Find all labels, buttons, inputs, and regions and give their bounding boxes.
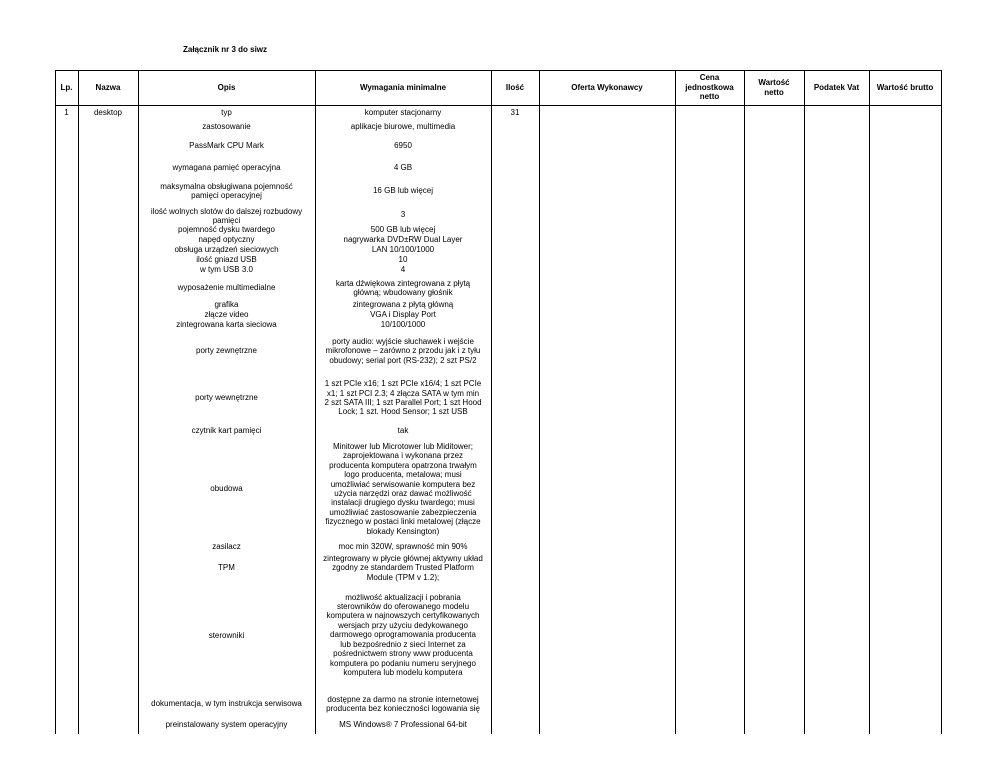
header-ilosc: Ilość xyxy=(505,82,525,92)
column-divider xyxy=(869,70,870,734)
spec-wymagania: 16 GB lub więcej xyxy=(372,186,434,196)
spec-opis: czytnik kart pamięci xyxy=(191,426,262,436)
spec-opis: PassMark CPU Mark xyxy=(189,141,264,151)
column-divider xyxy=(539,70,540,734)
spec-opis: maksymalna obsługiwana pojemność pamięci operacyjnej xyxy=(160,181,293,200)
column-divider xyxy=(491,70,492,734)
spec-opis: TPM xyxy=(218,563,235,573)
spec-wymagania: MS Windows® 7 Professional 64-bit xyxy=(339,720,467,730)
spec-wymagania: karta dźwiękowa zintegrowana z płytą główną; wbudowany głośnik xyxy=(335,278,471,297)
spec-wymagania: porty audio: wyjście słuchawek i wejście mikrofonowe – zarówno z przodu jak i z tyłu obudowy; serial port (RS-232); 2 szt PS/2 xyxy=(325,336,481,365)
spec-wymagania: LAN 10/100/1000 xyxy=(371,245,435,255)
header-opis: Opis xyxy=(217,82,236,92)
spec-opis: ilość gniazd USB xyxy=(196,255,257,265)
header-wymagania: Wymagania minimalne xyxy=(359,82,447,92)
spec-wymagania: moc min 320W, sprawność min 90% xyxy=(338,542,468,552)
spec-wymagania: 10 xyxy=(398,255,408,265)
spec-opis: obsługa urządzeń sieciowych xyxy=(174,245,279,255)
spec-wymagania: 6950 xyxy=(394,141,412,151)
column-divider xyxy=(78,70,79,734)
spec-opis: zasilacz xyxy=(212,542,241,552)
spec-opis: sterowniki xyxy=(208,631,245,641)
spec-wymagania: aplikacje biurowe, multimedia xyxy=(350,122,456,132)
item-ilosc: 31 xyxy=(510,108,520,118)
spec-wymagania: możliwość aktualizacji i pobrania sterowników do oferowanego modelu komputera w najnowszych certyfikowanych wersjach przy użyciu dedykowanego darmowego oprogramowania producenta lub bezpośrednio z sieci Internet za pośrednictwem strony www producenta komputera po podaniu numeru seryjnego komputera lub modelu komputera xyxy=(326,592,480,677)
column-divider xyxy=(941,70,942,734)
spec-opis: zastosowanie xyxy=(202,122,251,132)
item-nazwa: desktop xyxy=(93,108,123,118)
spec-opis: grafika xyxy=(214,300,239,310)
header-wartosc-netto: Wartość netto xyxy=(758,78,790,97)
spec-opis: typ xyxy=(221,108,232,118)
header-wartosc-brutto: Wartość brutto xyxy=(876,82,934,92)
spec-wymagania: nagrywarka DVD±RW Dual Layer xyxy=(343,235,463,245)
header-nazwa: Nazwa xyxy=(95,82,121,92)
spec-wymagania: 500 GB lub więcej xyxy=(370,225,436,235)
spec-opis: wymagana pamięć operacyjna xyxy=(172,163,281,173)
header-podatek-vat: Podatek Vat xyxy=(813,82,860,92)
spec-wymagania: Minitower lub Microtower lub Miditower; zaprojektowana i wykonana przez producenta komputera opatrzona trwałym logo producenta, metalowa; musi umożliwiać serwisowanie komputera bez użycia narzędzi oraz dawać możliwość instalacji drugiego dysku twardego; musi umożliwiać zastosowanie zabezpieczenia fizycznego w postaci linki metalowej (złącze blokady Kensington) xyxy=(325,441,481,536)
header-lp: Lp. xyxy=(60,82,73,92)
spec-opis: ilość wolnych slotów do dalszej rozbudowy pamięci xyxy=(150,206,303,225)
spec-wymagania: 3 xyxy=(400,210,406,220)
spec-opis: preinstalowany system operacyjny xyxy=(165,720,288,730)
spec-wymagania: 4 GB xyxy=(393,163,413,173)
column-divider xyxy=(744,70,745,734)
spec-opis: porty wewnętrzne xyxy=(195,393,258,403)
header-bottom-border xyxy=(55,105,941,106)
spec-opis: zintegrowana karta sieciowa xyxy=(176,320,277,330)
spec-opis: napęd optyczny xyxy=(198,235,255,245)
spec-opis: w tym USB 3.0 xyxy=(200,265,253,275)
spec-opis: złącze video xyxy=(204,310,249,320)
spec-wymagania: VGA i Display Port xyxy=(370,310,436,320)
spec-wymagania: 4 xyxy=(400,265,406,275)
spec-opis: wyposażenie multimedialne xyxy=(177,283,276,293)
spec-opis: dokumentacja, w tym instrukcja serwisowa xyxy=(151,699,302,709)
spec-wymagania: dostępne za darmo na stronie internetowej producenta bez konieczności logowania się xyxy=(326,694,480,713)
column-divider xyxy=(55,70,56,734)
document-title: Załącznik nr 3 do siwz xyxy=(183,45,268,54)
column-divider xyxy=(804,70,805,734)
spec-opis: porty zewnętrzne xyxy=(196,346,257,356)
spec-wymagania: zintegrowany w płycie głównej aktywny układ zgodny ze standardem Trusted Platform Module (TPM v 1.2); xyxy=(323,553,483,582)
header-cena: Cena jednostkowa netto xyxy=(685,73,734,102)
spec-wymagania: tak xyxy=(397,426,409,436)
spec-opis: obudowa xyxy=(210,484,243,494)
spec-opis: pojemność dysku twardego xyxy=(178,225,275,235)
column-divider xyxy=(675,70,676,734)
spec-wymagania: zintegrowana z płytą główną xyxy=(352,300,454,310)
spec-wymagania: 10/100/1000 xyxy=(380,320,426,330)
header-oferta: Oferta Wykonawcy xyxy=(571,82,643,92)
spec-wymagania: 1 szt PCIe x16; 1 szt PCIe x16/4; 1 szt PCIe x1; 1 szt PCI 2.3; 4 złącza SATA w tym min 2 szt SATA III; 1 szt Parallel Port; 1 szt Hood Lock; 1 szt. Hood Sensor; 1 szt USB xyxy=(324,379,482,417)
spec-wymagania: komputer stacjonarny xyxy=(364,108,442,118)
item-lp: 1 xyxy=(64,108,69,118)
